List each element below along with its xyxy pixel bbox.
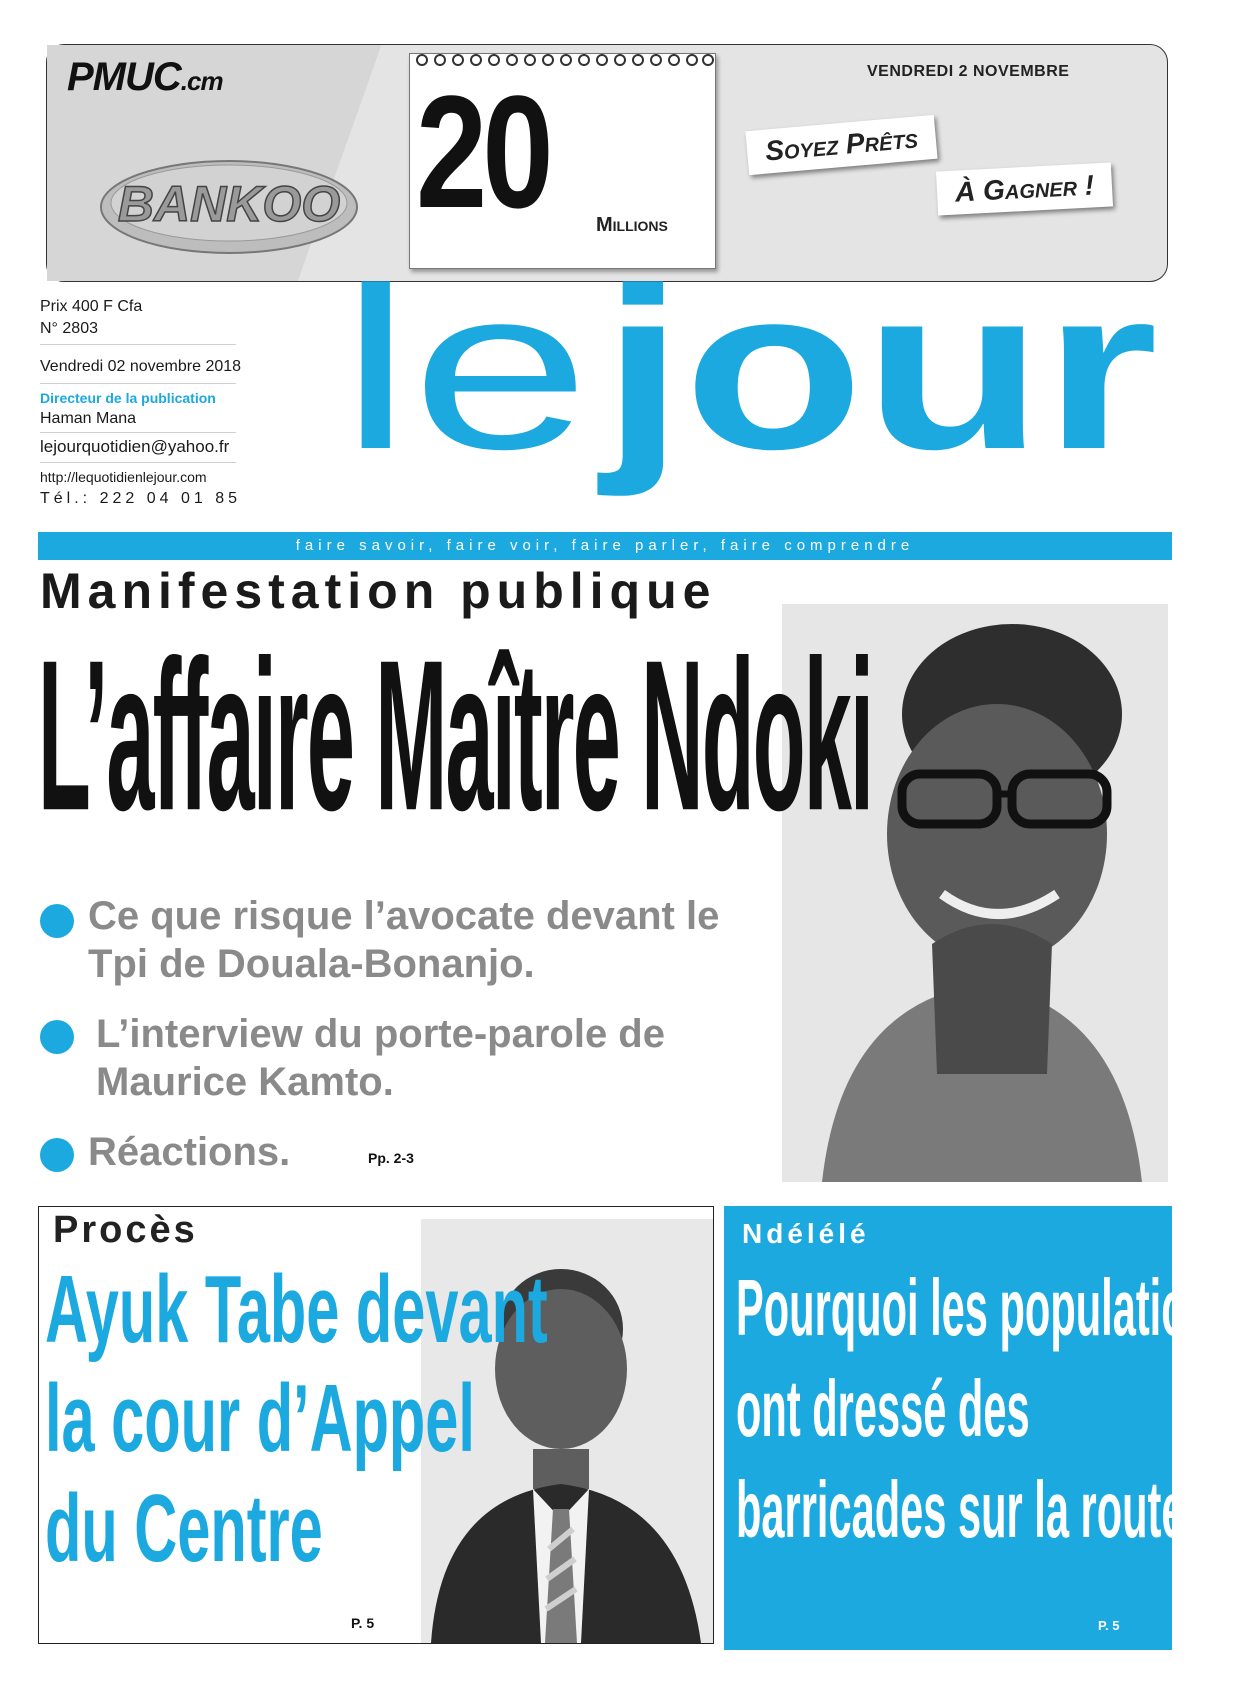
bullet-1-line-1: Ce que risque l’avocate devant le — [88, 894, 720, 938]
main-headline: L’affaire Maître Ndoki — [38, 615, 873, 855]
ndelele-headline — [736, 1258, 1235, 1560]
proces-page-ref: P. 5 — [351, 1615, 375, 1631]
jackpot-number: 20 — [416, 62, 549, 241]
bullet-1-line-2: Tpi de Douala-Bonanjo. — [88, 942, 535, 986]
proces-story-box[interactable] — [38, 1206, 714, 1644]
main-story-pages: Pp. 2-3 — [368, 1150, 414, 1166]
issue-number: N° 2803 — [40, 320, 98, 337]
jackpot-unit: Millions — [596, 214, 668, 236]
email-link[interactable]: lejourquotidien@yahoo.fr — [40, 437, 230, 456]
pmuc-brand-suffix: .cm — [180, 66, 223, 96]
ndelele-headline-line: barricades sur la route — [736, 1464, 1185, 1554]
issue-date: Vendredi 02 novembre 2018 — [40, 358, 242, 375]
divider — [40, 462, 236, 463]
bullet-dot-icon — [40, 1138, 74, 1172]
bankoo-logo-text: BANKOO — [117, 176, 341, 232]
slogan-sticker-2: À Gagner ! — [936, 162, 1113, 215]
bullet-2-line-1: L’interview du porte-parole de — [96, 1012, 665, 1056]
proces-headline-line: du Centre — [45, 1474, 323, 1582]
bullet-2-line-2: Maurice Kamto. — [96, 1060, 394, 1104]
director-name: Haman Mana — [40, 410, 137, 427]
proces-headline-line: Ayuk Tabe devant — [45, 1256, 548, 1363]
logo-word-jour: jour — [596, 240, 1158, 497]
divider — [40, 344, 236, 345]
bullet-dot-icon — [40, 904, 74, 938]
le-jour-logo — [340, 240, 1160, 500]
ndelele-page-ref: P. 5 — [1098, 1618, 1120, 1633]
main-story-kicker: Manifestation publique — [40, 563, 717, 619]
proces-headline — [45, 1255, 548, 1583]
divider — [40, 383, 236, 384]
price: Prix 400 F Cfa — [40, 298, 143, 315]
website-link[interactable]: http://lequotidienlejour.com — [40, 469, 207, 485]
proces-headline-line: la cour d’Appel — [45, 1365, 475, 1473]
jackpot-calendar — [409, 53, 716, 269]
ndelele-headline-line: Pourquoi les populations — [736, 1263, 1235, 1352]
slogan-sticker-1: Soyez Prêts — [745, 115, 937, 175]
pmuc-brand: PMUC — [67, 55, 181, 99]
ndelele-story-box[interactable] — [724, 1206, 1235, 1650]
bullet-dot-icon — [40, 1020, 74, 1054]
pmuc-logo — [67, 55, 223, 100]
phone-number: Tél.: 222 04 01 85 — [40, 490, 241, 507]
proces-kicker: Procès — [53, 1209, 198, 1251]
ndelele-headline-line: ont dressé des — [736, 1363, 1030, 1453]
ndelele-kicker: Ndélélé — [742, 1218, 870, 1249]
draw-date: VENDREDI 2 NOVEMBRE — [867, 63, 1070, 80]
logo-word-le: le — [340, 240, 590, 497]
divider — [40, 432, 236, 433]
tagline-band: faire savoir, faire voir, faire parler, faire comprendre — [38, 532, 1172, 560]
bankoo-logo — [89, 145, 369, 265]
bullet-3-line-1: Réactions. — [88, 1130, 291, 1174]
director-label: Directeur de la publication — [40, 390, 216, 406]
